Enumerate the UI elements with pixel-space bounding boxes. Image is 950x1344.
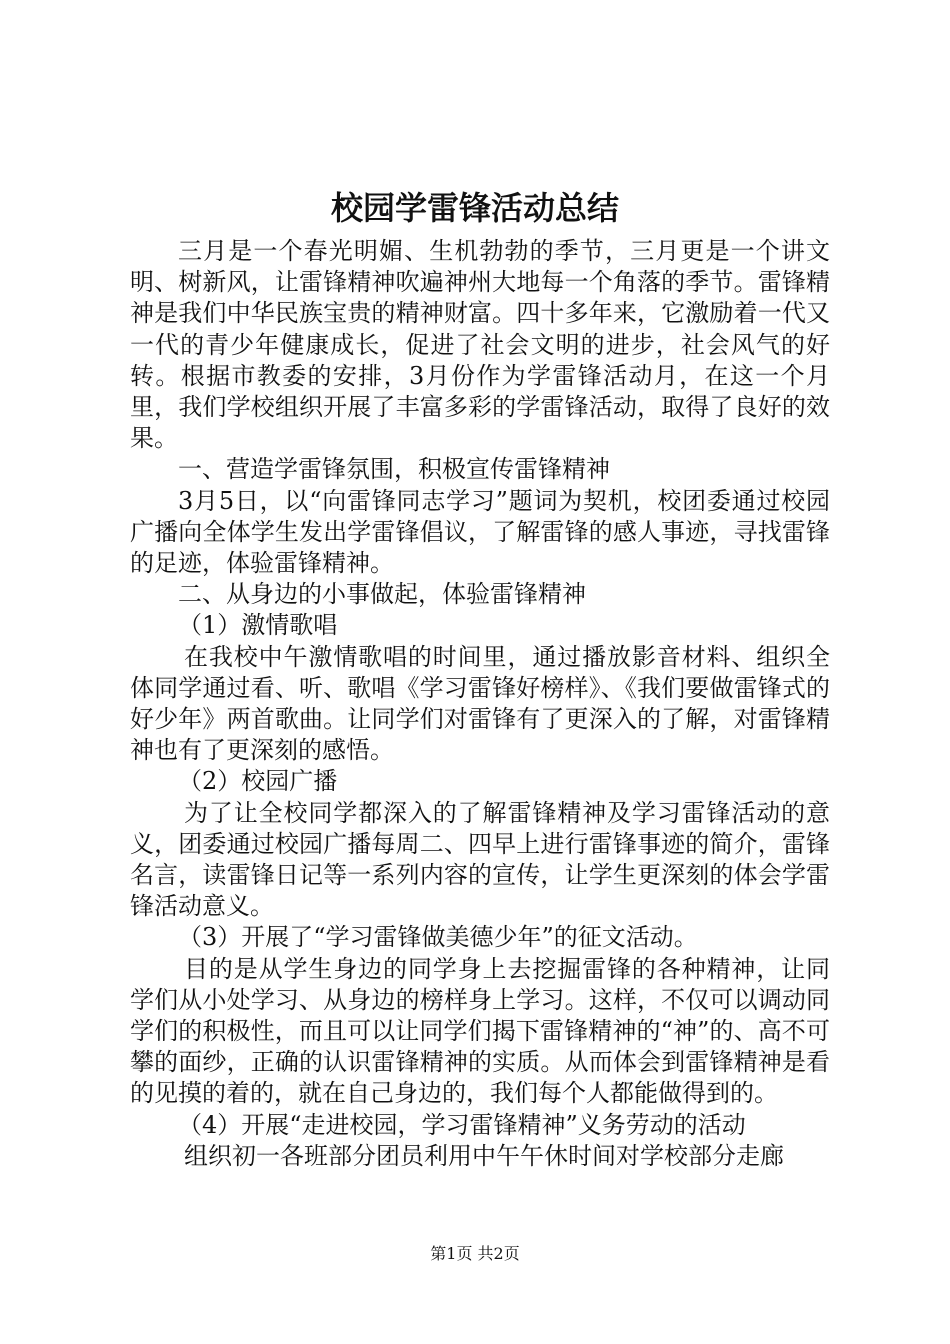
section-heading-2: 二、从身边的小事做起，体验雷锋精神 <box>178 580 586 609</box>
subsection-heading: （1）激情歌唱 <box>178 611 338 640</box>
paragraph-intro: 三月是一个春光明媚、生机勃勃的季节，三月更是一个讲文明、树新风，让雷锋精神吹遍神州大地每一个角落的季节。雷锋精神是我们中华民族宝贵的精神财富。四十多年来，它激励着一代又一代的青少年健康成长，促进了社会文明的进步，社会风气的好转。根据市教委的安排，3月份作为学雷锋活动月，在这一个月里，我们学校组织开展了丰富多彩的学雷锋活动，取得了良好的效果。 <box>130 237 830 453</box>
document-title: 校园学雷锋活动总结 <box>330 189 619 227</box>
paragraph: 为了让全校同学都深入的了解雷锋精神及学习雷锋活动的意义，团委通过校园广播每周二、四早上进行雷锋事迹的简介，雷锋名言，读雷锋日记等一系列内容的宣传，让学生更深刻的体会学雷锋活动意义。 <box>130 798 830 921</box>
subsection-heading: （3）开展了“学习雷锋做美德少年”的征文活动。 <box>178 923 698 952</box>
paragraph: 在我校中午激情歌唱的时间里，通过播放影音材料、组织全体同学通过看、听、歌唱《学习雷锋好榜样》、《我们要做雷锋式的好少年》两首歌曲。让同学们对雷锋有了更深入的了解，对雷锋精神也有了更深刻的感悟。 <box>130 642 830 765</box>
subsection-heading: （4）开展“走进校园，学习雷锋精神”义务劳动的活动 <box>178 1110 746 1139</box>
paragraph: 目的是从学生身边的同学身上去挖掘雷锋的各种精神，让同学们从小处学习、从身边的榜样身上学习。这样，不仅可以调动同学们的积极性，而且可以让同学们揭下雷锋精神的“神”的、高不可攀的面纱，正确的认识雷锋精神的实质。从而体会到雷锋精神是看的见摸的着的，就在自己身边的，我们每个人都能做得到的。 <box>130 954 830 1108</box>
paragraph: 组织初一各班部分团员利用中午午休时间对学校部分走廊 <box>184 1141 784 1170</box>
subsection-heading: （2）校园广播 <box>178 767 338 796</box>
page-footer: 第1页 共2页 <box>430 1244 520 1263</box>
document-body <box>130 236 830 1172</box>
section-heading-1: 一、营造学雷锋氛围，积极宣传雷锋精神 <box>178 455 610 484</box>
paragraph: 3月5日，以“向雷锋同志学习”题词为契机，校团委通过校园广播向全体学生发出学雷锋倡议，了解雷锋的感人事迹，寻找雷锋的足迹，体验雷锋精神。 <box>130 486 830 578</box>
